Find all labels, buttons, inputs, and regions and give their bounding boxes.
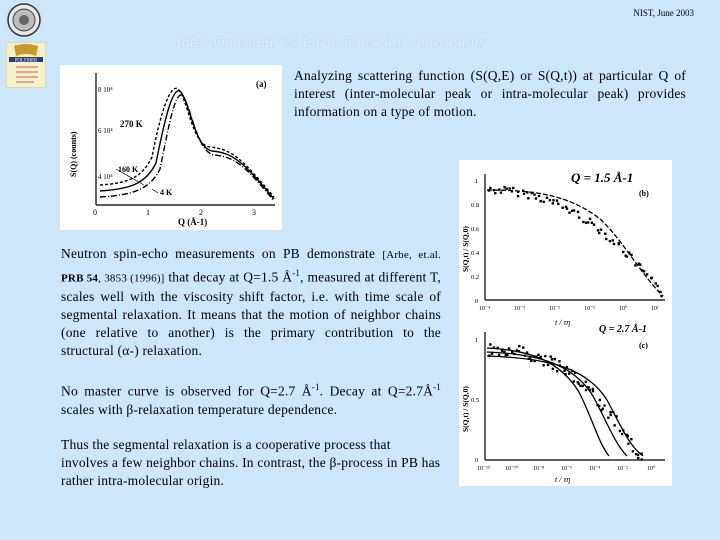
data-point-marker bbox=[612, 411, 614, 413]
data-point-marker bbox=[538, 195, 540, 197]
intro-paragraph: Analyzing scattering function (S(Q,E) or S(Q,t)) at particular Q of interest (inter-molecular peak or intra-molecular peak) provides information on a type of motion. bbox=[294, 68, 686, 119]
data-point-marker bbox=[522, 346, 524, 348]
figure-c-ytick: 1 bbox=[475, 337, 479, 344]
figure-a-ylabel: S(Q) (counts) bbox=[69, 131, 78, 177]
data-point-marker bbox=[552, 202, 554, 204]
data-point-marker bbox=[598, 405, 600, 407]
figure-c-xtick: 10⁻² bbox=[617, 466, 628, 472]
data-point-marker bbox=[637, 457, 639, 459]
data-point-marker bbox=[508, 347, 510, 349]
data-point-marker bbox=[491, 352, 493, 354]
para2-middle: that decay at Q=1.5 Å bbox=[164, 269, 293, 285]
figure-b-ylabel: S(Q,t) / S(Q,0) bbox=[461, 226, 470, 272]
data-point-marker bbox=[501, 349, 503, 351]
data-point-marker bbox=[518, 350, 520, 352]
data-point-marker bbox=[619, 430, 621, 432]
data-point-marker bbox=[566, 207, 568, 209]
para3-part2: . Decay at Q=2.7Å bbox=[319, 383, 434, 399]
data-point-marker bbox=[503, 351, 505, 353]
data-point-marker bbox=[589, 389, 591, 391]
data-point-marker bbox=[655, 282, 657, 284]
data-point-marker bbox=[498, 188, 500, 190]
data-point-marker bbox=[552, 368, 554, 370]
no-master-curve-paragraph bbox=[61, 378, 441, 419]
data-point-marker bbox=[630, 254, 632, 256]
data-point-marker bbox=[618, 242, 620, 244]
data-point-marker bbox=[573, 380, 575, 382]
figure-a-xtick: 2 bbox=[199, 208, 203, 217]
data-point-marker bbox=[559, 364, 561, 366]
data-point-marker bbox=[518, 345, 520, 347]
data-point-marker bbox=[632, 450, 634, 452]
data-point-marker bbox=[549, 199, 551, 201]
data-point-marker bbox=[640, 453, 642, 455]
para3-superscript-1: -1 bbox=[311, 382, 320, 392]
data-point-marker bbox=[609, 240, 611, 242]
data-point-marker bbox=[513, 353, 515, 355]
data-point-marker bbox=[524, 355, 526, 357]
figure-b-xtick: 10⁻¹ bbox=[584, 306, 595, 312]
data-point-marker bbox=[627, 443, 629, 445]
figure-a-xlabel: Q (Å-1) bbox=[178, 217, 208, 227]
data-point-marker bbox=[493, 346, 495, 348]
data-point-marker bbox=[511, 190, 513, 192]
data-point-marker bbox=[592, 390, 594, 392]
data-point-marker bbox=[557, 203, 559, 205]
data-point-marker bbox=[494, 192, 496, 194]
data-point-marker bbox=[577, 211, 579, 213]
data-point-marker bbox=[527, 197, 529, 199]
reference-journal: PRB 54 bbox=[61, 272, 99, 285]
data-point-marker bbox=[517, 195, 519, 197]
data-point-marker bbox=[551, 358, 553, 360]
data-point-marker bbox=[563, 370, 565, 372]
figure-c-xtick: 10⁻⁶ bbox=[561, 466, 573, 472]
data-point-marker bbox=[599, 399, 601, 401]
data-point-marker bbox=[533, 193, 535, 195]
data-point-marker bbox=[517, 191, 519, 193]
data-point-marker bbox=[512, 187, 514, 189]
data-point-marker bbox=[556, 370, 558, 372]
data-point-marker bbox=[609, 411, 611, 413]
figure-c-data-points bbox=[488, 343, 643, 460]
data-point-marker bbox=[604, 233, 606, 235]
data-point-marker bbox=[639, 263, 641, 265]
figure-b-ytick: 0.6 bbox=[471, 226, 480, 233]
data-point-marker bbox=[605, 238, 607, 240]
data-point-marker bbox=[506, 354, 508, 356]
polymer-logo-text: POLYMER bbox=[14, 58, 38, 64]
data-point-marker bbox=[613, 424, 615, 426]
data-point-marker bbox=[552, 199, 554, 201]
data-point-marker bbox=[582, 221, 584, 223]
figure-b-fit-curve bbox=[487, 190, 663, 296]
figure-a-temp-160: 160 K bbox=[118, 165, 139, 174]
figure-a-structure-factor bbox=[60, 65, 282, 230]
data-point-marker bbox=[537, 354, 539, 356]
figure-b-data-points bbox=[488, 186, 663, 297]
data-point-marker bbox=[587, 221, 589, 223]
figure-a-xtick: 1 bbox=[146, 208, 150, 217]
figure-b-ytick: 0.8 bbox=[471, 202, 480, 209]
data-point-marker bbox=[597, 229, 599, 231]
figure-a-xtick: 0 bbox=[93, 208, 97, 217]
figure-c-label: (c) bbox=[639, 341, 648, 350]
data-point-marker bbox=[546, 197, 548, 199]
data-point-marker bbox=[621, 433, 623, 435]
data-point-marker bbox=[628, 251, 630, 253]
conclusion-paragraph: Thus the segmental relaxation is a cooperative process that involves a few neighbor chains. In contrast, the β-process in PB has rather intra-molecular origin. bbox=[61, 437, 441, 488]
figure-a-ytick: 4 10⁴ bbox=[98, 173, 113, 181]
figure-b-xtick: 10⁰ bbox=[619, 306, 628, 312]
data-point-marker bbox=[503, 186, 505, 188]
data-point-marker bbox=[579, 385, 581, 387]
data-point-marker bbox=[550, 355, 552, 357]
data-point-marker bbox=[646, 273, 648, 275]
figure-a-curve-160k bbox=[100, 91, 274, 199]
figure-c-ytick: 0 bbox=[475, 457, 479, 464]
reference-prefix: [Arbe, et.al. bbox=[382, 249, 441, 261]
figure-a-xtick: 3 bbox=[252, 208, 256, 217]
data-point-marker bbox=[573, 209, 575, 211]
data-point-marker bbox=[578, 216, 580, 218]
figure-b-ytick: 0.2 bbox=[471, 274, 480, 281]
figure-bc-intermediate-scattering bbox=[459, 160, 672, 486]
figure-a-pointer-4k bbox=[152, 189, 158, 193]
data-point-marker bbox=[613, 243, 615, 245]
figure-a-ytick: 6 10⁴ bbox=[98, 127, 113, 135]
data-point-marker bbox=[568, 212, 570, 214]
figure-b-q-label: Q = 1.5 Å-1 bbox=[571, 170, 634, 185]
data-point-marker bbox=[585, 381, 587, 383]
nist-seal-logo bbox=[6, 2, 42, 38]
data-point-marker bbox=[612, 239, 614, 241]
data-point-marker bbox=[574, 372, 576, 374]
data-point-marker bbox=[530, 360, 532, 362]
data-point-marker bbox=[568, 372, 570, 374]
data-point-marker bbox=[607, 416, 609, 418]
data-point-marker bbox=[531, 192, 533, 194]
data-point-marker bbox=[511, 351, 513, 353]
figure-c-xtick: 10⁻¹⁰ bbox=[505, 466, 519, 472]
data-point-marker bbox=[589, 218, 591, 220]
figure-b-ytick: 0 bbox=[475, 298, 479, 305]
figure-b-xlabel: t / τη bbox=[555, 318, 571, 327]
figure-c-xlabel: t / τη bbox=[555, 475, 571, 484]
data-point-marker bbox=[630, 438, 632, 440]
figure-b-xtick: 10¹ bbox=[651, 306, 659, 312]
figure-a-temp-4: 4 K bbox=[160, 188, 173, 197]
data-point-marker bbox=[500, 191, 502, 193]
data-point-marker bbox=[585, 389, 587, 391]
data-point-marker bbox=[656, 285, 658, 287]
figure-b-ytick: 1 bbox=[475, 178, 479, 185]
data-point-marker bbox=[587, 386, 589, 388]
data-point-marker bbox=[522, 190, 524, 192]
figure-c-ytick: 0.5 bbox=[471, 397, 480, 404]
data-point-marker bbox=[592, 388, 594, 390]
data-point-marker bbox=[497, 347, 499, 349]
figure-b-ytick: 0.4 bbox=[471, 250, 480, 257]
data-point-marker bbox=[660, 295, 662, 297]
figure-a-label: (a) bbox=[256, 79, 267, 89]
data-point-marker bbox=[547, 364, 549, 366]
para2-start: Neutron spin-echo measurements on PB demonstrate bbox=[61, 246, 383, 261]
data-point-marker bbox=[529, 356, 531, 358]
data-point-marker bbox=[622, 429, 624, 431]
data-point-marker bbox=[564, 373, 566, 375]
data-point-marker bbox=[489, 343, 491, 345]
figure-a-temp-270: 270 K bbox=[120, 119, 143, 129]
data-point-marker bbox=[508, 187, 510, 189]
figure-b-xtick: 10⁻⁴ bbox=[479, 306, 491, 312]
data-point-marker bbox=[615, 415, 617, 417]
spin-echo-paragraph bbox=[61, 245, 441, 360]
figure-c-xtick: 10⁰ bbox=[647, 466, 656, 472]
data-point-marker bbox=[593, 223, 595, 225]
data-point-marker bbox=[526, 351, 528, 353]
reference-suffix: , 3853 (1996)] bbox=[98, 272, 165, 285]
data-point-marker bbox=[641, 458, 643, 460]
figure-b-xtick: 10⁻² bbox=[549, 306, 560, 312]
data-point-marker bbox=[582, 385, 584, 387]
data-point-marker bbox=[566, 366, 568, 368]
figure-c-ylabel: S(Q,t) / S(Q,0) bbox=[461, 386, 470, 432]
para3-part3: scales with β-relaxation temperature dependence. bbox=[61, 401, 338, 417]
data-point-marker bbox=[659, 291, 661, 293]
header-conference-label: NIST, June 2003 bbox=[633, 8, 694, 18]
data-point-marker bbox=[603, 404, 605, 406]
data-point-marker bbox=[540, 356, 542, 358]
figure-c-xtick: 10⁻⁸ bbox=[533, 466, 545, 472]
figure-c-xtick: 10⁻¹² bbox=[477, 466, 490, 472]
data-point-marker bbox=[539, 200, 541, 202]
data-point-marker bbox=[542, 201, 544, 203]
data-point-marker bbox=[533, 360, 535, 362]
data-point-marker bbox=[505, 188, 507, 190]
data-point-marker bbox=[558, 360, 560, 362]
data-point-marker bbox=[488, 189, 490, 191]
data-point-marker bbox=[600, 228, 602, 230]
data-point-marker bbox=[598, 232, 600, 234]
figure-b-xtick: 10⁻³ bbox=[514, 306, 525, 312]
figure-c-q-label: Q = 2.7 Å-1 bbox=[599, 324, 647, 335]
data-point-marker bbox=[578, 383, 580, 385]
figure-c-xtick: 10⁻⁴ bbox=[589, 466, 601, 472]
data-point-marker bbox=[627, 435, 629, 437]
data-point-marker bbox=[561, 207, 563, 209]
data-point-marker bbox=[591, 222, 593, 224]
data-point-marker bbox=[634, 264, 636, 266]
para3-part1: No master curve is observed for Q=2.7 Å bbox=[61, 383, 312, 399]
data-point-marker bbox=[535, 356, 537, 358]
data-point-marker bbox=[602, 408, 604, 410]
data-point-marker bbox=[571, 370, 573, 372]
para2-superscript: -1 bbox=[292, 268, 301, 278]
data-point-marker bbox=[554, 358, 556, 360]
data-point-marker bbox=[643, 270, 645, 272]
data-point-marker bbox=[622, 251, 624, 253]
data-point-marker bbox=[544, 355, 546, 357]
data-point-marker bbox=[526, 191, 528, 193]
polymer-division-logo bbox=[6, 42, 46, 88]
para2-end: , measured at different T, scales well with the viscosity shift factor, i.e. with time scale of segmental relaxation. It means that the motion of neighbor chains (one relative to another) is the primary contribution to the structural (α-) relaxation. bbox=[61, 269, 442, 358]
figure-a-curve-4k bbox=[100, 95, 274, 201]
para3-superscript-2: -1 bbox=[433, 382, 441, 392]
slide-title: Inter-molecular vs Intra-molecular relaxations bbox=[176, 34, 486, 51]
data-point-marker bbox=[556, 199, 558, 201]
data-point-marker bbox=[488, 354, 490, 356]
data-point-marker bbox=[498, 354, 500, 356]
data-point-marker bbox=[535, 197, 537, 199]
data-point-marker bbox=[542, 364, 544, 366]
data-point-marker bbox=[626, 255, 628, 257]
data-point-marker bbox=[493, 189, 495, 191]
data-point-marker bbox=[489, 187, 491, 189]
figure-a-ytick: 8 10⁴ bbox=[98, 86, 113, 94]
data-point-marker bbox=[651, 277, 653, 279]
data-point-marker bbox=[610, 414, 612, 416]
data-point-marker bbox=[523, 193, 525, 195]
figure-b-label: (b) bbox=[639, 189, 649, 198]
data-point-marker bbox=[637, 454, 639, 456]
